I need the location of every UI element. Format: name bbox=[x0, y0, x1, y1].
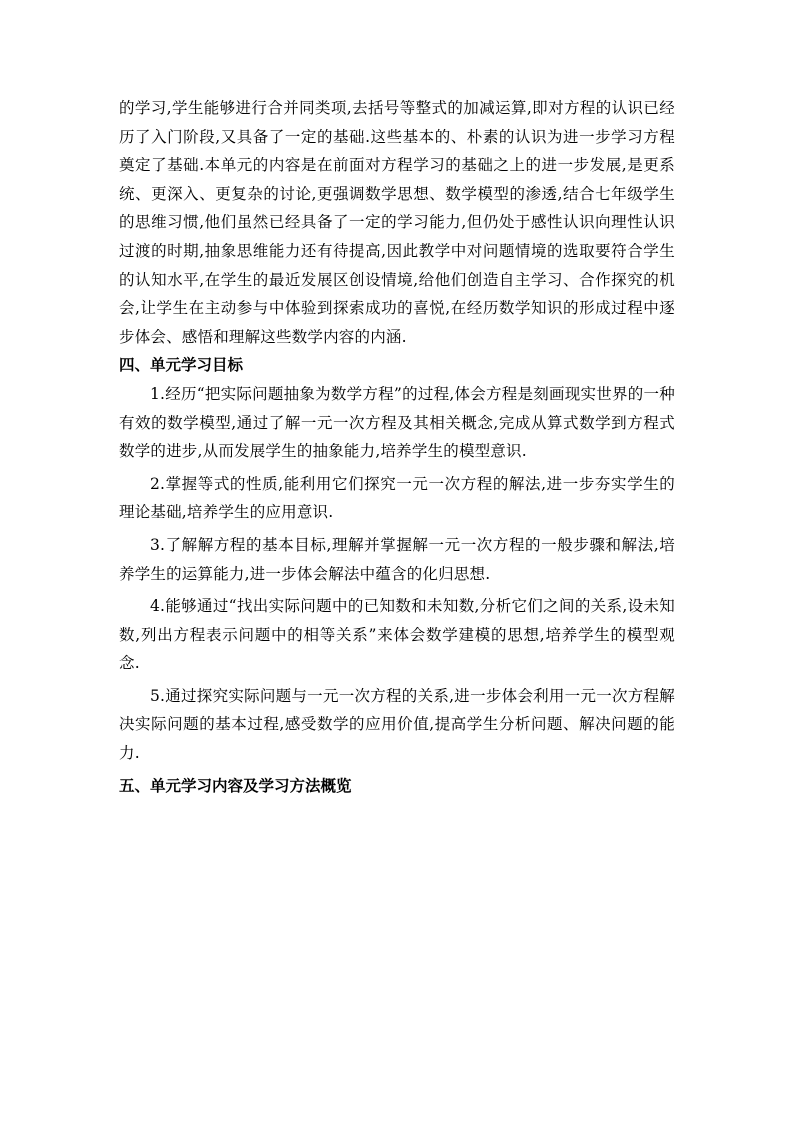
goal-item-4: 4.能够通过“找出实际问题中的已知数和未知数,分析它们之间的关系,设未知数,列出方程表示问题中的相等关系”来体会数学建模的思想,培养学生的模型观念. bbox=[119, 597, 675, 673]
goal-item-1: 1.经历“把实际问题抽象为数学方程”的过程,体会方程是刻画现实世界的一种有效的数学模型,通过了解一元一次方程及其相关概念,完成从算式数学到方程式数学的进步,从而发展学生的抽象能力,培养学生的模型意识. bbox=[119, 384, 675, 461]
goal-item-2: 2.掌握等式的性质,能利用它们探究一元一次方程的解法,进一步夯实学生的理论基础,培养学生的应用意识. bbox=[119, 474, 675, 522]
section-heading-content-overview: 五、单元学习内容及学习方法概览 bbox=[119, 776, 352, 795]
section-heading-learning-goals: 四、单元学习目标 bbox=[119, 356, 244, 375]
document-page bbox=[119, 94, 675, 800]
goal-item-3: 3.了解解方程的基本目标,理解并掌握解一元一次方程的一般步骤和解法,培养学生的运算能力,进一步体会解法中蕴含的化归思想. bbox=[119, 535, 675, 583]
goal-item-5: 5.通过探究实际问题与一元一次方程的关系,进一步体会利用一元一次方程解决实际问题的基本过程,感受数学的应用价值,提高学生分析问题、解决问题的能力. bbox=[119, 686, 675, 763]
intro-paragraph: 的学习,学生能够进行合并同类项,去括号等整式的加减运算,即对方程的认识已经历了入门阶段,又具备了一定的基础.这些基本的、朴素的认识为进一步学习方程奠定了基础.本单元的内容是在前面对方程学习的基础之上的进一步发展,是更系统、更深入、更复杂的讨论,更强调数学思想、数学模型的渗透,结合七年级学生的思维习惯,他们虽然已经具备了一定的学习能力,但仍处于感性认识向理性认识过渡的时期,抽象思维能力还有待提高,因此教学中对问题情境的选取要符合学生的认知水平,在学生的最近发展区创设情境,给他们创造自主学习、合作探究的机会,让学生在主动参与中体验到探索成功的喜悦,在经历数学知识的形成过程中逐步体会、感悟和理解这些数学内容的内涵. bbox=[119, 99, 675, 346]
